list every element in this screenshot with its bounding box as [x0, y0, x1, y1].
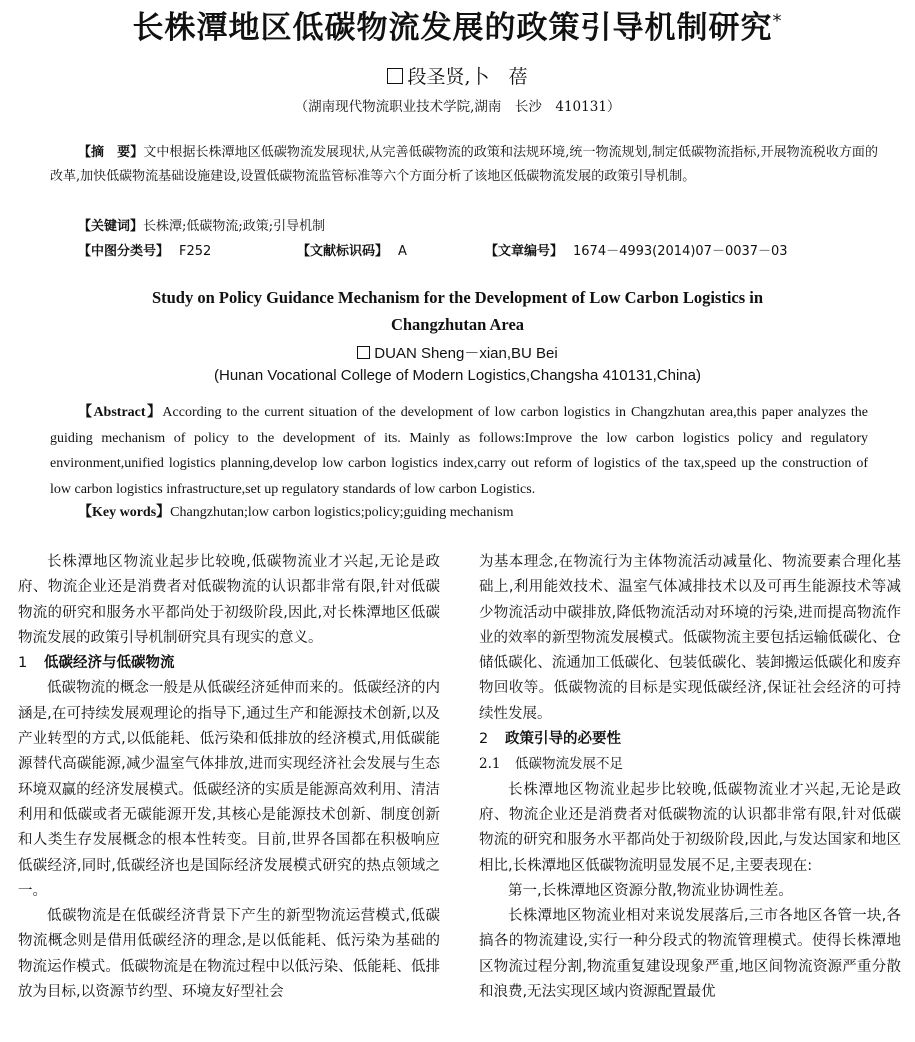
title-en-line1: Study on Policy Guidance Mechanism for the Development of Low Carbon Logistics in — [151, 288, 764, 307]
title-footnote-mark: * — [772, 10, 783, 32]
body-column-left — [18, 550, 440, 1005]
section-1-heading: 1 低碳经济与低碳物流 — [18, 655, 175, 672]
section-1-paragraph-1: 低碳物流的概念一般是从低碳经济延伸而来的。低碳经济的内涵是,在可持续发展观理论的指导下,通过生产和能源技术创新,以及产业转型的方式,以低能耗、低污染和低排放的经济模式,用低碳能源替代高碳能源,减少温室气体排放,进而实现经济社会发展与生态环境双赢的经济发展模式。低碳经济的实质是能源高效利用、清洁利用和低碳或者无碳能源开发,其核心是能源技术创新、制度创新和人类生存发展概念的根本性转变。目前,世界各国都在积极响应低碳经济,同时,低碳经济也是国际经济发展模式研究的热点领域之一。 — [18, 680, 440, 899]
article-number: 【文章编号】 1674－4993(2014)07－0037－03 — [485, 244, 788, 259]
abstract-en — [50, 400, 868, 502]
clc-number: 【中图分类号】 F252 — [78, 244, 212, 259]
section-2-heading: 2 政策引导的必要性 — [479, 731, 621, 748]
author-box-icon — [387, 68, 403, 84]
abstract-en-label: 【Abstract】 — [78, 405, 163, 420]
section-2-1-paragraph-2: 第一,长株潭地区资源分散,物流业协调性差。 — [508, 882, 793, 899]
body-column-right — [479, 550, 901, 1005]
keywords-cn: 【关键词】长株潭;低碳物流;政策;引导机制 — [78, 219, 326, 234]
affiliation-cn: （湖南现代物流职业技术学院,湖南 长沙 410131） — [294, 99, 621, 115]
section-2-1-paragraph-3: 长株潭地区物流业相对来说发展落后,三市各地区各管一块,各搞各的物流建设,实行一种分段式的物流管理模式。使得长株潭地区物流过程分割,物流重复建设现象严重,地区间物流资源严重分散和浪费,无法实现区域内资源配置最优 — [479, 908, 901, 1001]
author-box-icon — [357, 346, 370, 359]
article-title: 长株潭地区低碳物流发展的政策引导机制研究* — [132, 10, 783, 46]
title-en-line2: Changzhutan Area — [390, 315, 525, 334]
keywords-en: 【Key words】Changzhutan;low carbon logistics;policy;guiding mechanism — [78, 505, 514, 520]
authors-en: DUAN Sheng－xian,BU Bei — [0, 342, 915, 363]
abstract-cn-text: 文中根据长株潭地区低碳物流发展现状,从完善低碳物流的政策和法规环境,统一物流规划,制定低碳物流指标,开展物流税收方面的改革,加快低碳物流基础设施建设,设置低碳物流监管标准等六个方面分析了该地区低碳物流发展的政策引导机制。 — [50, 145, 878, 184]
section-2-1-paragraph-1: 长株潭地区物流业起步比较晚,低碳物流业才兴起,无论是政府、物流企业还是消费者对低碳物流的认识都非常有限,针对低碳物流的研究和服务水平都尚处于初级阶段,因此,与发达国家和地区相比,长株潭地区低碳物流明显发展不足,主要表现在: — [479, 781, 901, 874]
section-1-paragraph-2-cont: 为基本理念,在物流行为主体物流活动减量化、物流要素合理化基础上,利用能效技术、温室气体减排技术以及可再生能源技术等减少物流活动中碳排放,降低物流活动对环境的污染,进而提高物流作业的效率的新型物流发展模式。低碳物流主要包括运输低碳化、仓储低碳化、流通加工低碳化、包装低碳化、装卸搬运低碳化和废弃物回收等。低碳物流的目标是实现低碳经济,保证社会经济的可持续性发展。 — [479, 554, 901, 722]
affiliation-en: (Hunan Vocational College of Modern Logistics,Changsha 410131,China) — [214, 367, 701, 384]
authors-cn: 段圣贤,卜 蓓 — [0, 62, 915, 89]
abstract-cn-label: 【摘 要】 — [78, 145, 144, 160]
abstract-cn — [50, 141, 878, 189]
section-1-paragraph-2: 低碳物流是在低碳经济背景下产生的新型物流运营模式,低碳物流概念则是借用低碳经济的理念,是以低能耗、低污染为基础的物流运作模式。低碳物流是在物流过程中以低污染、低能耗、低排放为目标,以资源节约型、环境友好型社会 — [18, 908, 440, 1001]
document-code: 【文献标识码】 A — [297, 244, 407, 259]
abstract-en-text: According to the current situation of the development of low carbon logistics in Changzhutan area,this paper analyzes the guiding mechanism of policy to the development of its. Mainly as follows:Improve the low carbon logistics policy and regulatory environment,unified logistics planning,develop low carbon logistics index,carry out reform of logistics of the tax,speed up the construction of low carbon logistics infrastructure,set up regulatory standards of low carbon Logistics. — [50, 405, 868, 497]
intro-paragraph: 长株潭地区物流业起步比较晚,低碳物流业才兴起,无论是政府、物流企业还是消费者对低碳物流的认识都非常有限,针对低碳物流的研究和服务水平都尚处于初级阶段,因此,对长株潭地区低碳物流发展的政策引导机制研究具有现实的意义。 — [18, 554, 440, 646]
section-2-1-heading: 2.1 低碳物流发展不足 — [479, 756, 623, 773]
